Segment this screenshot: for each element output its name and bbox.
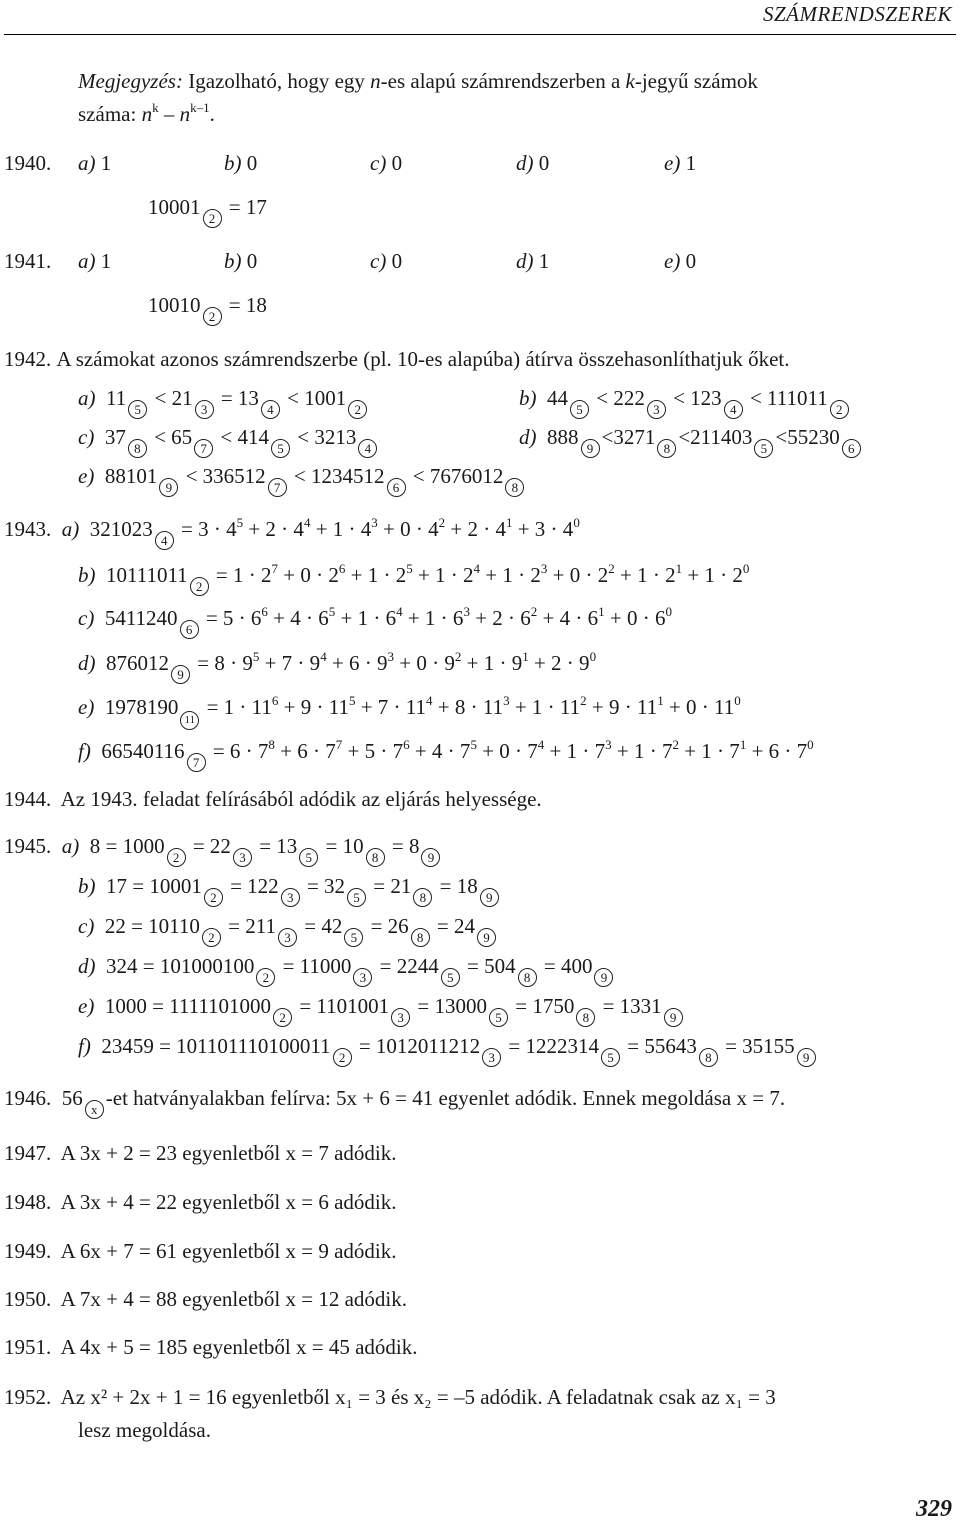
header-title: SZÁMRENDSZEREK [763, 2, 952, 26]
problem-1947: 1947. A 3x + 2 = 23 egyenletből x = 7 adódik. [4, 1141, 397, 1165]
problem-1948: 1948. A 3x + 4 = 22 egyenletből x = 6 adódik. [4, 1190, 397, 1214]
row-1943-a: 1943. a) 321023 $4 = 3 \cdot 4^5 + 2 \cdot 4^4 + 1 \cdot 4^3 + 0 \cdot 4^2 + 2 \cdot 4^1 + 3 \cdot 4^0$ [4, 515, 580, 548]
page-number: 329 [916, 1496, 952, 1522]
row-1943-d: d) 876012 $9 = 8 \cdot 9^5 + 7 \cdot 9^4 + 6 \cdot 9^3 + 0 \cdot 9^2 + 1 \cdot 9^1 + 2 \cdot 9^0$ [78, 649, 597, 682]
equation-1940: 10001 2 = 17 [148, 195, 267, 226]
row-1943-f: f) 66540116 $7 = 6 \cdot 7^8 + 6 \cdot 7^7 + 5 \cdot 7^6 + 4 \cdot 7^5 + 0 \cdot 7^4 + 1 \cdot 7^3 + 1 \cdot 7^2 + 1 \cdot 7^1 + 6 \cdot 7^0$ [78, 737, 814, 770]
problem-1940: 1940. a) 1 b) 0 c) 0 d) 0 e) 1 [4, 151, 697, 175]
note-line-1: Megjegyzés: Igazolható, hogy egy n-es alapú számrendszerben a k-jegyű számok [78, 69, 758, 93]
note-line-2: száma: $n^k - n^{k-1}$. [78, 100, 215, 126]
row-1945-c: c) 22 = 10110 2 = 211 3 = 42 5 = 26 8 = 24 9 [78, 913, 498, 947]
row-1945-b: b) 17 = 10001 2 = 122 3 = 32 5 = 21 8 = 18 9 [78, 873, 501, 907]
equation-1941: 10010 2 = 18 [148, 293, 267, 324]
problem-1952: 1952. Az x² + 2x + 1 = 16 egyenletből x₁ = 3 és x₂ = –5 adódik. A feladatnak csak az x₁ = 3 [4, 1385, 776, 1409]
problem-1946: 1946. 56 x -et hatványalakban felírva: 5x + 6 = 41 egyenlet adódik. Ennek megoldása x = 7. [4, 1086, 786, 1117]
problem-1944: 1944. Az 1943. feladat felírásából adódik az eljárás helyessége. [4, 787, 542, 811]
row-1945-e: e) 1000 = 1111101000 2 = 1101001 3 = 13000 5 = 1750 8 = 1331 9 [78, 993, 685, 1027]
problem-1949: 1949. A 6x + 7 = 61 egyenletből x = 9 adódik. [4, 1239, 397, 1263]
problem-1950: 1950. A 7x + 4 = 88 egyenletből x = 12 adódik. [4, 1287, 408, 1311]
row-1943-b: b) 10111011 $2 = 1 \cdot 2^7 + 0 \cdot 2^6 + 1 \cdot 2^5 + 1 \cdot 2^4 + 1 \cdot 2^3 + 0 \cdot 2^2 + 1 \cdot 2^1 + 1 \cdot 2^0$ [78, 561, 750, 594]
row-1942-a: a) 11 5 < 21 3 = 13 4 < 1001 2 [78, 385, 369, 419]
problem-1942: 1942. A számokat azonos számrendszerbe (pl. 10-es alapúba) átírva összehasonlíthatjuk őket. [4, 347, 790, 371]
row-1943-c: c) 5411240 $6 = 5 \cdot 6^6 + 4 \cdot 6^5 + 1 \cdot 6^4 + 1 \cdot 6^3 + 2 \cdot 6^2 + 4 \cdot 6^1 + 0 \cdot 6^0$ [78, 604, 672, 637]
problem-number: 1941. [4, 249, 52, 273]
running-header [4, 0, 956, 35]
row-1945-a: 1945. a) 8 = 1000 2 = 22 3 = 13 5 = 10 8 = 8 9 [4, 833, 442, 867]
row-1943-e: e) $197819011 = 1 \cdot 11^6 + 9 \cdot 11^5 + 7 \cdot 11^4 + 8 \cdot 11^3 + 1 \cdot 11^2 + 9 \cdot 11^1 + 0 \cdot 11^0$ [78, 694, 741, 730]
problem-1952-line-2: lesz megoldása. [78, 1418, 211, 1442]
problem-1941: 1941. a) 1 b) 0 c) 0 d) 1 e) 0 [4, 249, 697, 273]
row-1942-b: b) 44 5 < 222 3 < 123 4 < 111011 2 [519, 385, 851, 419]
row-1942-d: d) 888 9 <3271 8 <211403 5 <55230 6 [519, 424, 863, 458]
row-1942-c: c) 37 8 < 65 7 < 414 5 < 3213 4 [78, 424, 379, 458]
row-1945-d: d) 324 = 101000100 2 = 11000 3 = 2244 5 = 504 8 = 400 9 [78, 953, 615, 987]
problem-number: 1940. [4, 151, 52, 175]
row-1942-e: e) 88101 9 < 336512 7 < 1234512 6 < 7676012 8 [78, 463, 526, 497]
row-1945-f: f) 23459 = 101101110100011 2 = 1012011212 3 = 1222314 5 = 55643 8 = 35155 9 [78, 1033, 818, 1067]
problem-1951: 1951. A 4x + 5 = 185 egyenletből x = 45 adódik. [4, 1335, 418, 1359]
